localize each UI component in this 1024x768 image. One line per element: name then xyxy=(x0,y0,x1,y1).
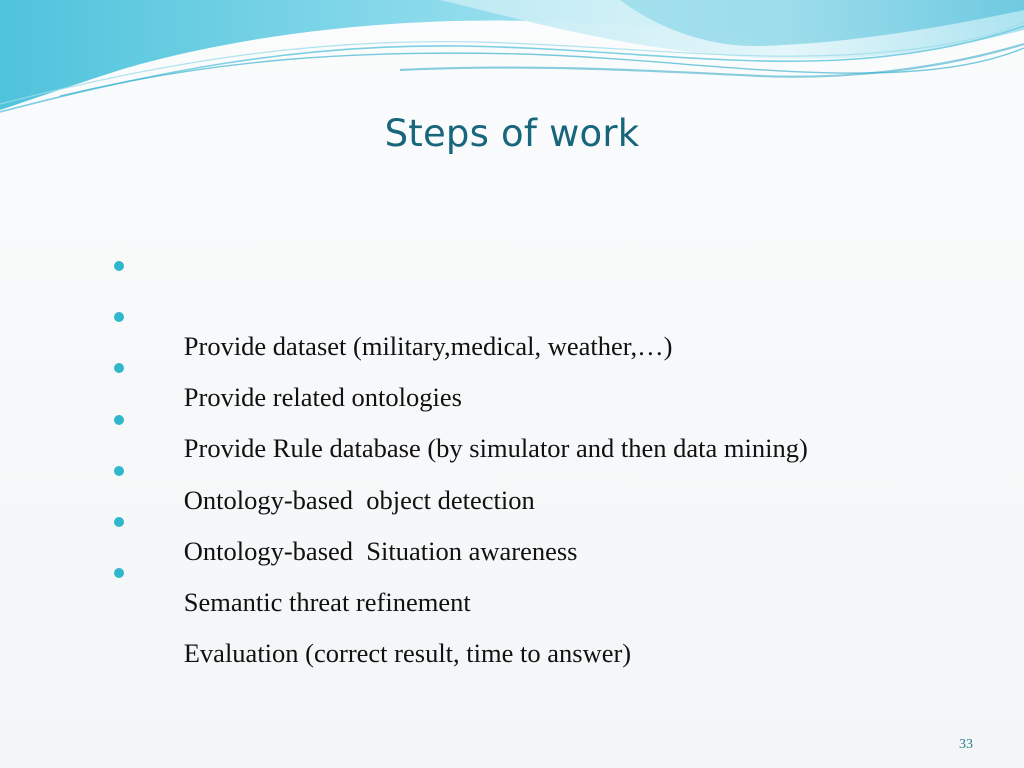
page-number: 33 xyxy=(959,737,973,752)
bullet-dot-icon xyxy=(114,312,124,322)
bullet-text: Ontology-based object detection xyxy=(183,484,535,515)
slide-title: Steps of work xyxy=(384,112,640,155)
bullet-item xyxy=(113,400,808,515)
bullet-item xyxy=(113,246,808,361)
bullet-item xyxy=(113,451,808,566)
bullet-dot-icon xyxy=(114,415,124,425)
bullet-text: Provide related ontologies xyxy=(183,382,462,413)
bullet-text: Provide Rule database (by simulator and then data mining) xyxy=(183,433,808,464)
bullet-item xyxy=(113,348,808,464)
bullet-dot-icon xyxy=(114,363,124,373)
bullet-dot-icon xyxy=(114,261,124,271)
bullet-text: Ontology-based Situation awareness xyxy=(183,535,578,566)
bullet-dot-icon xyxy=(114,568,124,578)
bullet-dot-icon xyxy=(114,466,124,476)
bullet-dot-icon xyxy=(114,517,124,527)
bullet-list xyxy=(113,246,808,669)
bullet-item xyxy=(113,553,808,669)
bullet-text: Evaluation (correct result, time to answer) xyxy=(183,638,632,669)
bullet-item xyxy=(113,297,808,413)
bullet-text: Semantic threat refinement xyxy=(183,586,471,617)
bullet-text: Provide dataset (military,medical, weather,…) xyxy=(183,331,673,361)
bullet-item xyxy=(113,502,808,617)
